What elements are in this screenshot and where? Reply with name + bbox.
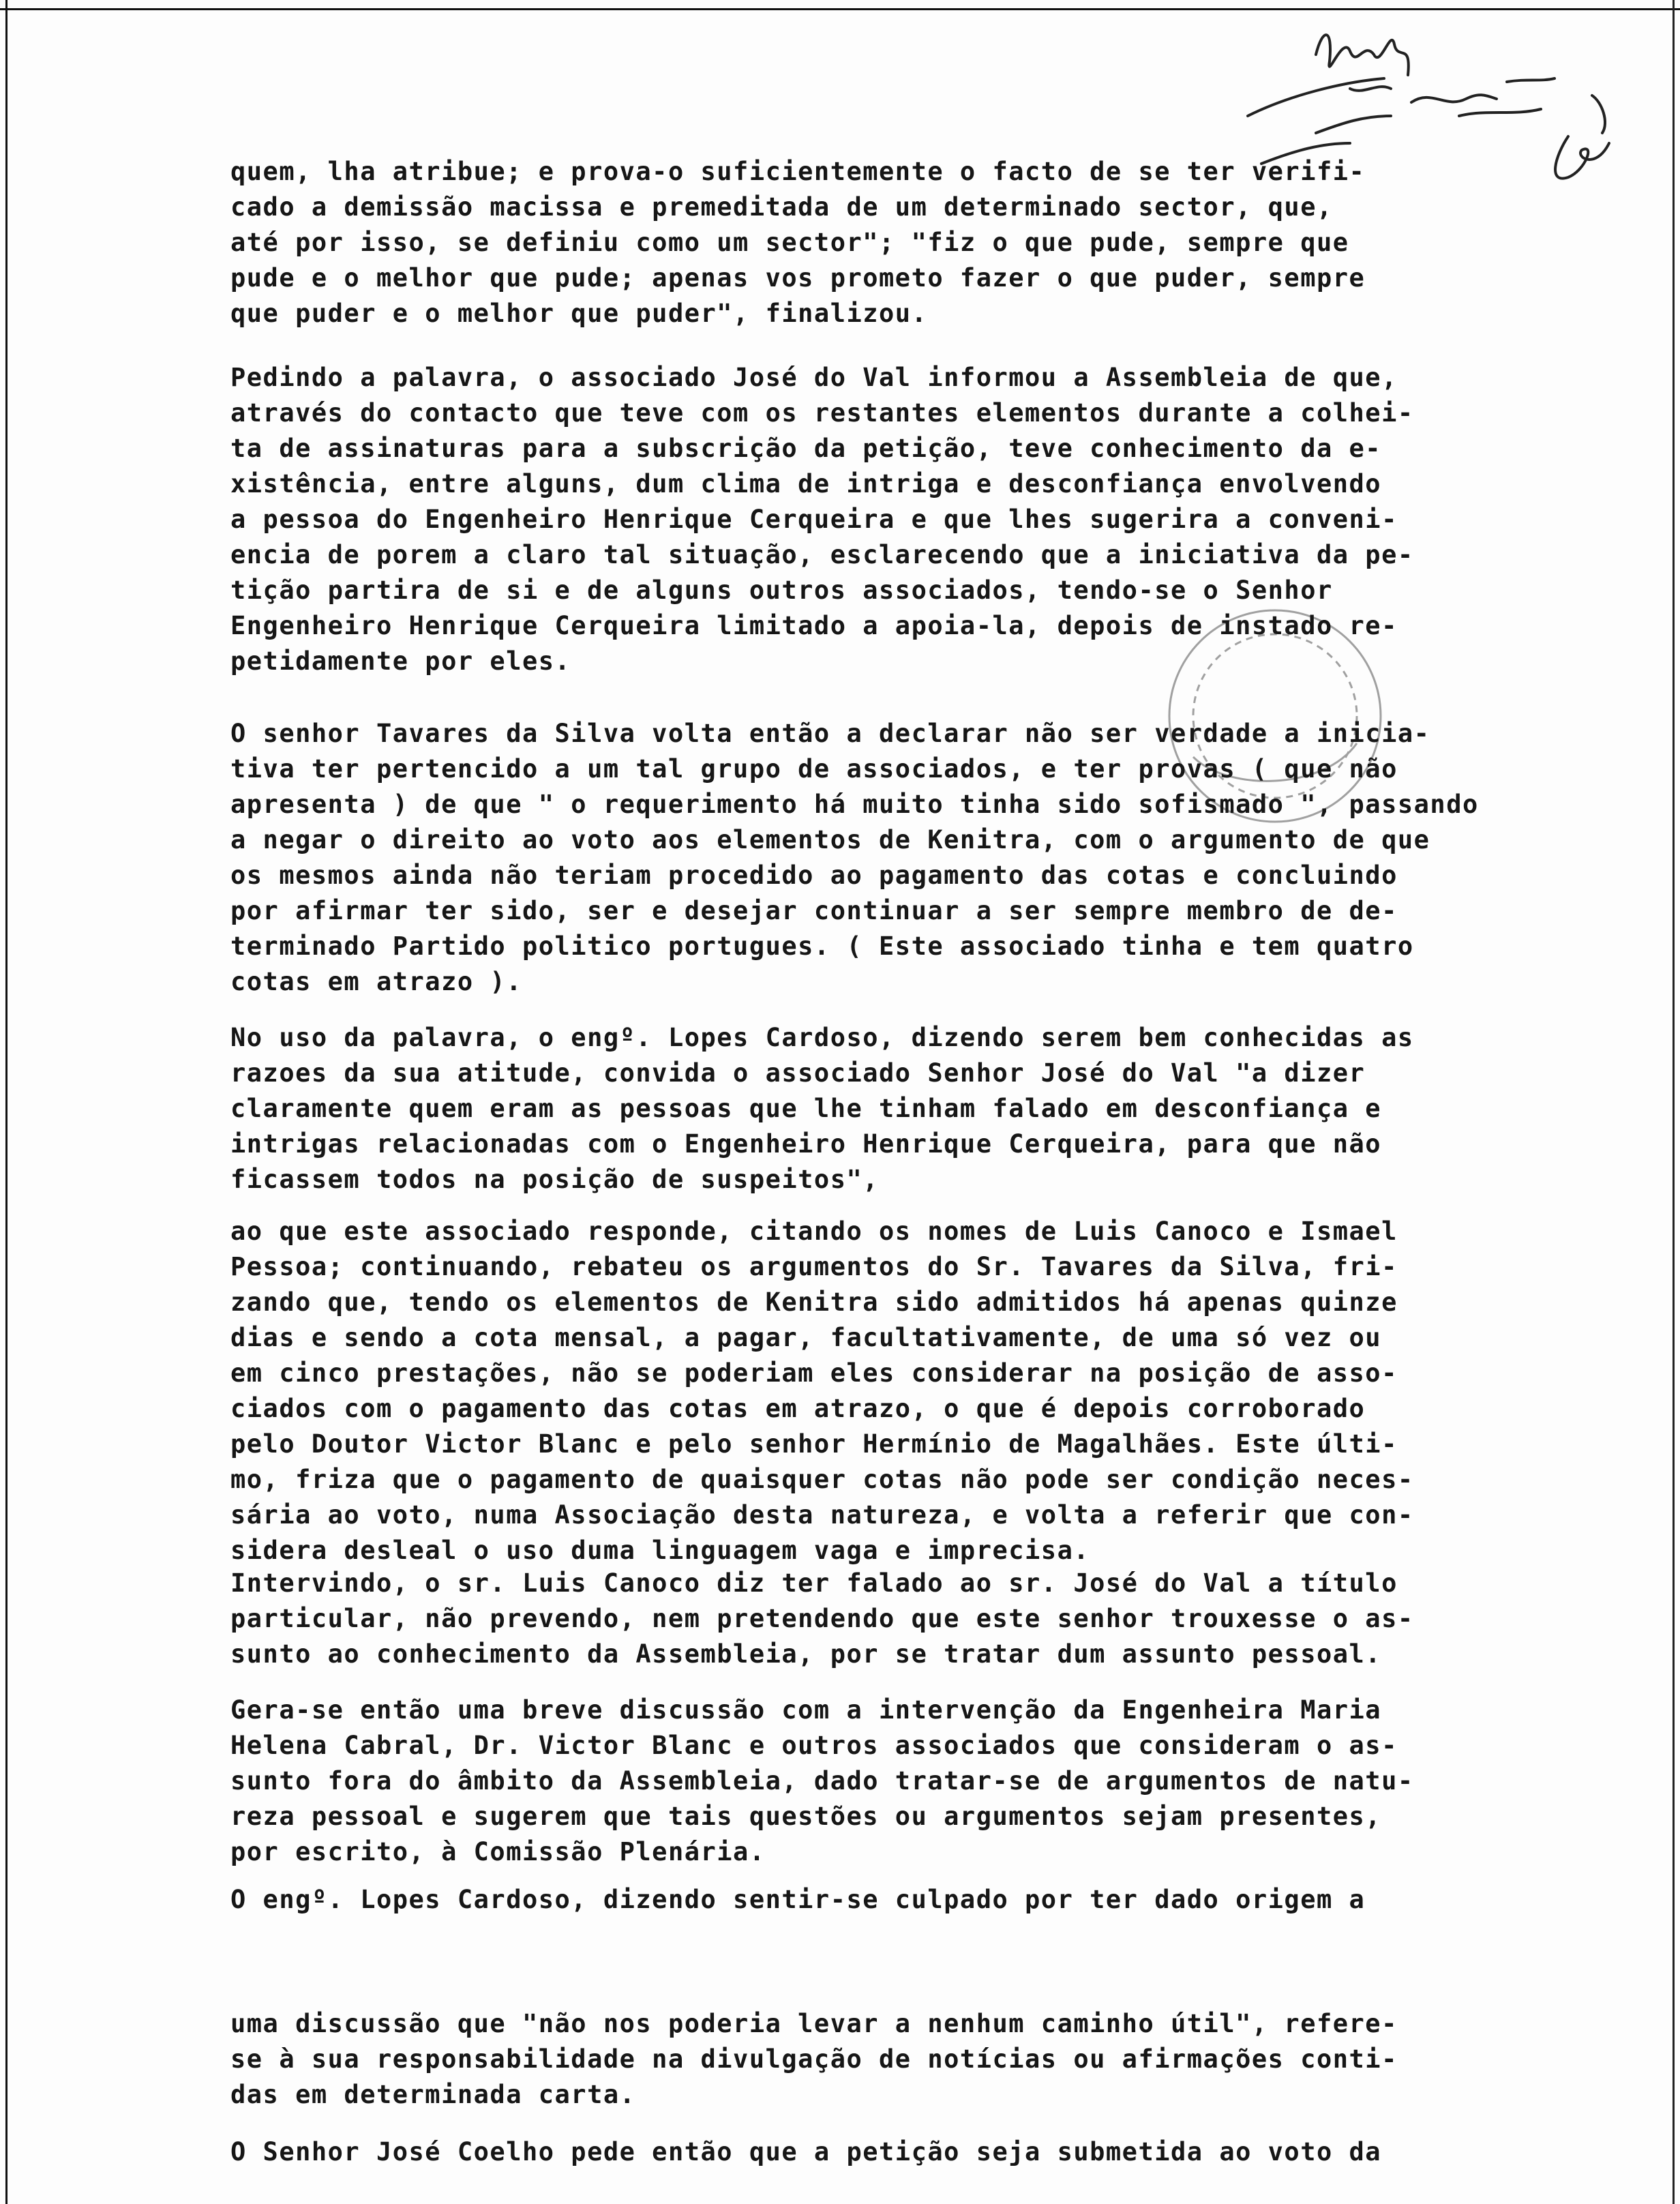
text-line: Intervindo, o sr. Luis Canoco diz ter falado ao sr. José do Val a título [230,1568,1398,1598]
paragraph-6 [230,1566,1546,1672]
text-line: zando que, tendo os elementos de Kenitra sido admitidos há apenas quinze [230,1287,1398,1317]
text-line: pude e o melhor que pude; apenas vos prometo fazer o que puder, sempre [230,263,1366,293]
text-line: por afirmar ter sido, ser e desejar continuar a ser sempre membro de de- [230,896,1398,925]
scan-border-left [5,0,7,2204]
text-line: razoes da sua atitude, convida o associado Senhor José do Val "a dizer [230,1058,1366,1088]
text-line: Helena Cabral, Dr. Victor Blanc e outros associados que consideram o as- [230,1731,1398,1760]
text-line: Engenheiro Henrique Cerqueira limitado a apoia-la, depois de instado re- [230,611,1398,640]
text-line: petidamente por eles. [230,646,571,676]
text-line: particular, não prevendo, nem pretendendo que este senhor trouxesse o as- [230,1604,1414,1633]
paragraph-9 [230,2006,1546,2113]
text-line: pelo Doutor Victor Blanc e pelo senhor Hermínio de Magalhães. Este últi- [230,1429,1398,1459]
text-line: terminado Partido politico portugues. ( Este associado tinha e tem quatro [230,932,1414,961]
text-line: claramente quem eram as pessoas que lhe tinham falado em desconfiança e [230,1094,1382,1123]
text-line: apresenta ) de que " o requerimento há muito tinha sido sofismado ", passando [230,790,1479,819]
text-line: sidera desleal o uso duma linguagem vaga e imprecisa. [230,1536,1090,1565]
paragraph-2 [230,360,1546,679]
text-line: por escrito, à Comissão Plenária. [230,1837,766,1866]
paragraph-3 [230,716,1546,1000]
text-line: quem, lha atribue; e prova-o suficientemente o facto de se ter verifi- [230,157,1366,186]
text-line: a negar o direito ao voto aos elementos de Kenitra, com o argumento de que [230,825,1430,854]
paragraph-5 [230,1214,1546,1568]
text-line: ta de assinaturas para a subscrição da petição, teve conhecimento da e- [230,434,1382,463]
text-line: O Senhor José Coelho pede então que a petição seja submetida ao voto da [230,2137,1382,2166]
text-line: encia de porem a claro tal situação, esclarecendo que a iniciativa da pe- [230,540,1414,569]
text-line: ficassem todos na posição de suspeitos", [230,1165,880,1194]
text-line: tiva ter pertencido a um tal grupo de associados, e ter provas ( que não [230,754,1398,784]
scan-border-right [1672,0,1675,2204]
scan-border-top [0,8,1680,10]
text-line: das em determinada carta. [230,2080,636,2109]
text-line: até por isso, se definiu como um sector"; "fiz o que pude, sempre que [230,228,1349,257]
text-line: se à sua responsabilidade na divulgação de notícias ou afirmações conti- [230,2044,1398,2074]
text-line: Gera-se então uma breve discussão com a intervenção da Engenheira Maria [230,1695,1382,1725]
paragraph-4 [230,1020,1546,1197]
text-line: em cinco prestações, não se poderiam eles considerar na posição de asso- [230,1358,1398,1388]
text-line: que puder e o melhor que puder", finalizou. [230,299,928,328]
text-line: tição partira de si e de alguns outros associados, tendo-se o Senhor [230,576,1333,605]
text-line: intrigas relacionadas com o Engenheiro Henrique Cerqueira, para que não [230,1129,1382,1159]
text-line: xistência, entre alguns, dum clima de intriga e desconfiança envolvendo [230,469,1382,498]
text-line: sária ao voto, numa Associação desta natureza, e volta a referir que con- [230,1500,1414,1530]
text-line: Pessoa; continuando, rebateu os argumentos do Sr. Tavares da Silva, fri- [230,1252,1398,1281]
text-line: uma discussão que "não nos poderia levar a nenhum caminho útil", refere- [230,2009,1398,2038]
text-line: os mesmos ainda não teriam procedido ao pagamento das cotas e concluindo [230,861,1398,890]
text-line: cado a demissão macissa e premeditada de um determinado sector, que, [230,192,1333,222]
text-line: a pessoa do Engenheiro Henrique Cerqueira e que lhes sugerira a conveni- [230,505,1398,534]
text-line: sunto fora do âmbito da Assembleia, dado tratar-se de argumentos de natu- [230,1766,1414,1796]
text-line: ciados com o pagamento das cotas em atrazo, o que é depois corroborado [230,1394,1366,1423]
text-line: através do contacto que teve com os restantes elementos durante a colhei- [230,398,1414,428]
text-line: mo, friza que o pagamento de quaisquer cotas não pode ser condição neces- [230,1465,1414,1494]
text-line: No uso da palavra, o engº. Lopes Cardoso, dizendo serem bem conhecidas as [230,1023,1414,1052]
text-line: Pedindo a palavra, o associado José do Val informou a Assembleia de que, [230,363,1398,392]
text-line: dias e sendo a cota mensal, a pagar, facultativamente, de uma só vez ou [230,1323,1382,1352]
text-line: reza pessoal e sugerem que tais questões ou argumentos sejam presentes, [230,1802,1382,1831]
text-line: cotas em atrazo ). [230,967,522,996]
text-line: sunto ao conhecimento da Assembleia, por se tratar dum assunto pessoal. [230,1639,1382,1669]
text-line: ao que este associado responde, citando os nomes de Luis Canoco e Ismael [230,1217,1398,1246]
paragraph-10 [230,2134,1546,2170]
text-line: O engº. Lopes Cardoso, dizendo sentir-se culpado por ter dado origem a [230,1885,1366,1914]
text-line: O senhor Tavares da Silva volta então a declarar não ser verdade a inicia- [230,719,1430,748]
paragraph-8 [230,1882,1546,1918]
paragraph-7 [230,1693,1546,1870]
paragraph-1 [230,154,1546,331]
